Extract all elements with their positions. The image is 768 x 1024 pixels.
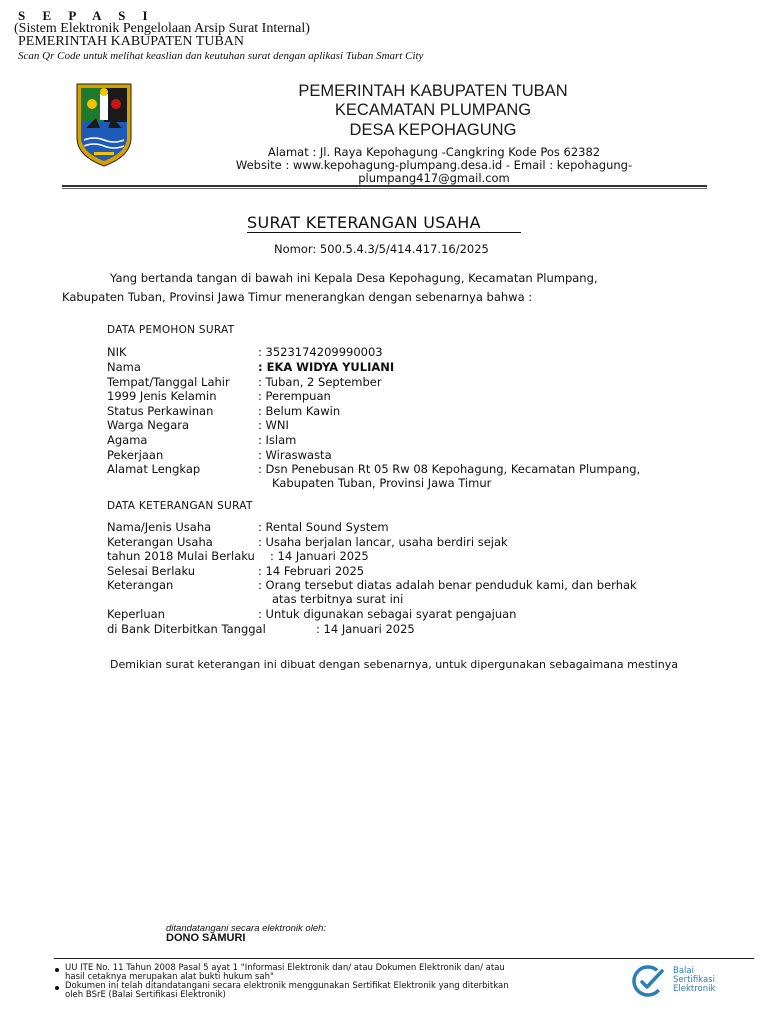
field-label: Tempat/Tanggal Lahir [107, 375, 230, 389]
letterhead-line-3: DESA KEPOHAGUNG [349, 121, 517, 139]
footer-note-1: UU ITE No. 11 Tahun 2008 Pasal 5 ayat 1 "Informasi Elektronik dan/ atau Dokumen Elektronik dan/ atau [65, 963, 505, 973]
bsre-label-1: Balai [673, 966, 694, 976]
signatory-name: DONO SAMURI [166, 932, 246, 944]
field-label: Warga Negara [107, 418, 190, 432]
document-number: Nomor: 500.5.4.3/5/414.417.16/2025 [274, 242, 489, 256]
field-label: Keterangan [107, 578, 174, 592]
app-name: S E P A S I [18, 8, 155, 23]
field-value: : Wiraswasta [258, 448, 332, 462]
applicant-heading: DATA PEMOHON SURAT [107, 324, 235, 336]
field-value: : Islam [258, 433, 297, 447]
field-value: : 3523174209990003 [258, 345, 383, 359]
footer-rule [54, 958, 754, 959]
qr-note: Scan Qr Code untuk melihat keaslian dan keutuhan surat dengan aplikasi Tuban Smart City [18, 50, 424, 62]
letterhead-address: Alamat : Jl. Raya Kepohagung -Cangkring Kode Pos 62382 [267, 145, 601, 159]
intro-line-2: Kabupaten Tuban, Provinsi Jawa Timur menerangkan dengan sebenarnya bahwa : [62, 290, 533, 304]
field-label: Pekerjaan [107, 448, 164, 462]
field-value: : Orang tersebut diatas adalah benar penduduk kami, dan berhak [258, 578, 637, 592]
field-value: : Usaha berjalan lancar, usaha berdiri sejak [258, 535, 508, 549]
title-underline [247, 232, 521, 233]
field-label: Agama [107, 433, 148, 447]
letterhead-rule [62, 185, 707, 187]
bullet-icon [55, 968, 59, 972]
closing-statement: Demikian surat keterangan ini dibuat dengan sebenarnya, untuk dipergunakan sebagaimana mestinya [110, 658, 678, 671]
signature-caption: ditandatangani secara elektronik oleh: [166, 923, 327, 934]
field-value: : 14 Februari 2025 [258, 564, 365, 578]
footer-note-1-cont: hasil cetaknya merupakan alat bukti hukum sah" [65, 972, 274, 982]
field-value: : 14 Januari 2025 [316, 622, 415, 636]
letterhead-rule-thin [62, 188, 707, 189]
field-label: Keterangan Usaha [107, 535, 213, 549]
app-subtitle: (Sistem Elektronik Pengelolaan Arsip Surat Internal) [14, 21, 310, 36]
field-value: : Belum Kawin [258, 404, 341, 418]
field-label: Nama [107, 360, 141, 374]
field-value: : Perempuan [258, 389, 331, 403]
field-value: : 14 Januari 2025 [270, 549, 369, 563]
document-title: SURAT KETERANGAN USAHA [247, 213, 481, 232]
footer-note-2: Dokumen ini telah ditandatangani secara elektronik menggunakan Sertifikat Elektronik yang diterbitkan [65, 981, 509, 991]
field-value-continued: atas terbitnya surat ini [272, 592, 404, 606]
letterhead-line-2: KECAMATAN PLUMPANG [334, 101, 532, 119]
field-label: 1999 Jenis Kelamin [107, 389, 217, 403]
field-label: di Bank Diterbitkan Tanggal [107, 622, 266, 636]
field-label: Status Perkawinan [107, 404, 214, 418]
letterhead-line-1: PEMERINTAH KABUPATEN TUBAN [298, 82, 568, 100]
bsre-label-2: Sertifikasi [673, 975, 715, 985]
field-value-continued: Kabupaten Tuban, Provinsi Jawa Timur [272, 476, 492, 490]
field-value: : Dsn Penebusan Rt 05 Rw 08 Kepohagung, Kecamatan Plumpang, [258, 462, 641, 476]
kabupaten-tuban-emblem-icon [74, 82, 134, 168]
field-value: : WNI [258, 418, 289, 432]
letterhead-contact: Website : www.kepohagung-plumpang.desa.id - Email : kepohagung-plumpang417@gmail.com [235, 158, 633, 185]
applicant-name: : EKA WIDYA YULIANI [258, 360, 395, 374]
bsre-logo-icon [632, 965, 668, 997]
field-label: NIK [107, 345, 127, 359]
bullet-icon [55, 986, 59, 990]
letterhead-address-block [218, 146, 650, 185]
field-label: Selesai Berlaku [107, 564, 196, 578]
bsre-label-3: Elektronik [673, 984, 716, 994]
footer-note-2-cont: oleh BSrE (Balai Sertifikasi Elektronik) [65, 990, 226, 1000]
field-label: Alamat Lengkap [107, 462, 201, 476]
field-label: Nama/Jenis Usaha [107, 520, 212, 534]
details-heading: DATA KETERANGAN SURAT [107, 500, 253, 512]
government-label: PEMERINTAH KABUPATEN TUBAN [18, 34, 245, 49]
field-value: : Rental Sound System [258, 520, 389, 534]
field-value: : Untuk digunakan sebagai syarat pengajuan [258, 607, 517, 621]
field-label: Keperluan [107, 607, 165, 621]
intro-line-1: Yang bertanda tangan di bawah ini Kepala Desa Kepohagung, Kecamatan Plumpang, [110, 271, 598, 285]
field-value: : Tuban, 2 September [258, 375, 382, 389]
field-label: tahun 2018 Mulai Berlaku [107, 549, 255, 563]
